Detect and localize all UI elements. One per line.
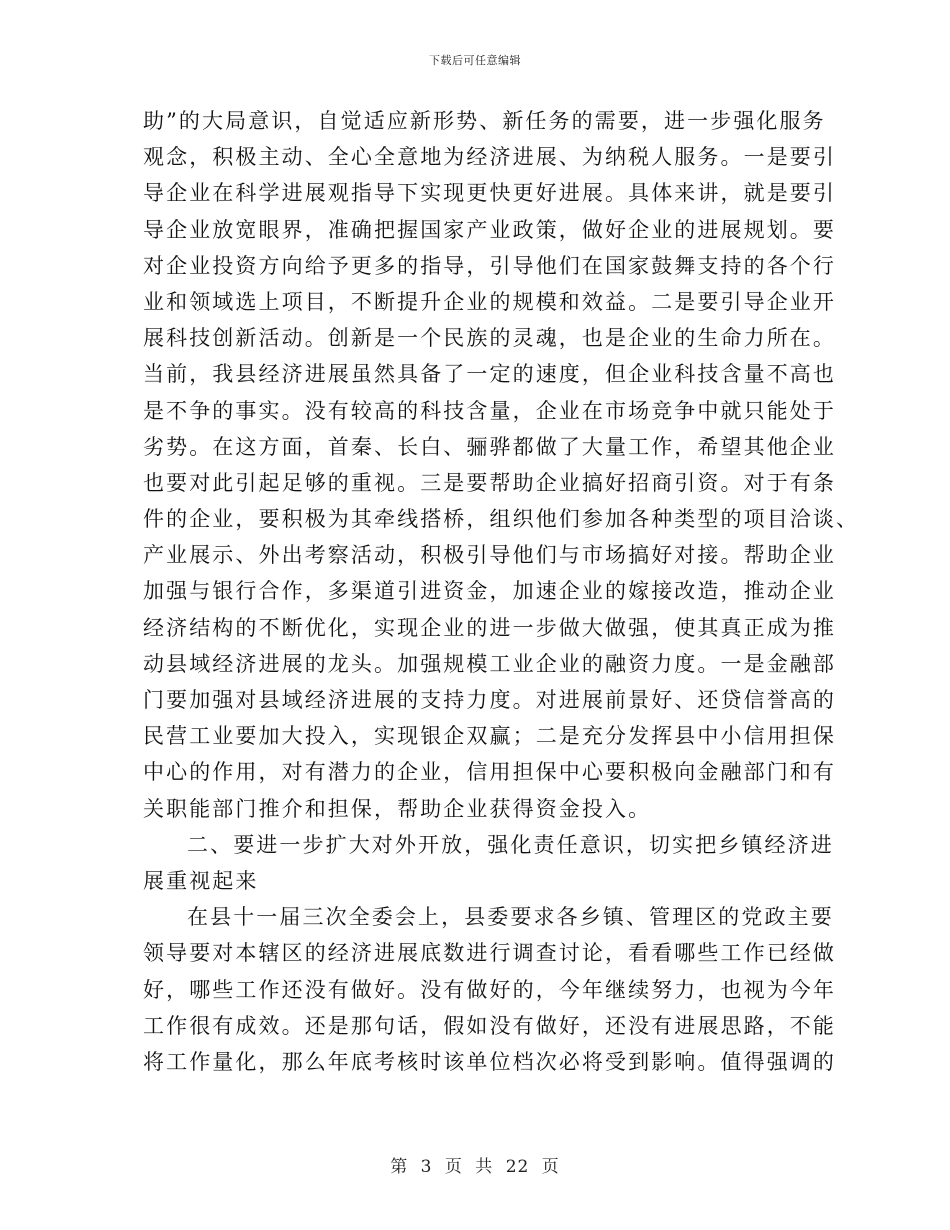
text-line: 当前，我县经济进展虽然具备了一定的速度，但企业科技含量不高也 xyxy=(143,362,836,387)
text-line: 产业展示、外出考察活动，积极引导他们与市场搞好对接。帮助企业 xyxy=(143,543,836,568)
text-line: 导企业在科学进展观指导下实现更快更好进展。具体来讲，就是要引 xyxy=(143,181,836,206)
text-line: 是不争的事实。没有较高的科技含量，企业在市场竞争中就只能处于 xyxy=(143,398,836,423)
text-line: 将工作量化，那么年底考核时该单位档次必将受到影响。值得强调的 xyxy=(143,1049,836,1074)
text-line: 展科技创新活动。创新是一个民族的灵魂，也是企业的生命力所在。 xyxy=(143,326,836,351)
text-line: 民营工业要加大投入，实现银企双赢；二是充分发挥县中小信用担保 xyxy=(143,724,836,749)
text-line: 助”的大局意识，自觉适应新形势、新任务的需要，进一步强化服务 xyxy=(143,109,826,133)
document-body xyxy=(143,103,860,1080)
text-line: 对企业投资方向给予更多的指导，引导他们在国家鼓舞支持的各个行 xyxy=(143,253,836,278)
text-line: 也要对此引起足够的重视。三是要帮助企业搞好招商引资。对于有条 xyxy=(143,470,836,495)
text-line: 观念，积极主动、全心全意地为经济进展、为纳税人服务。一是要引 xyxy=(143,145,836,170)
text-line: 加强与银行合作，多渠道引进资金，加速企业的嫁接改造，推动企业 xyxy=(143,579,836,604)
text-line: 中心的作用，对有潜力的企业，信用担保中心要积极向金融部门和有 xyxy=(143,760,836,785)
page-number-footer: 第 3 页 共 22 页 xyxy=(390,1157,560,1177)
page-header: 下载后可任意编辑 xyxy=(429,54,521,67)
text-line: 劣势。在这方面，首秦、长白、骊骅都做了大量工作，希望其他企业 xyxy=(143,434,836,459)
text-line: 经济结构的不断优化，实现企业的进一步做大做强，使其真正成为推 xyxy=(143,615,836,640)
text-line: 好，哪些工作还没有做好。没有做好的，今年继续努力，也视为今年 xyxy=(143,977,836,1002)
text-line: 件的企业，要积极为其牵线搭桥，组织他们参加各种类型的项目洽谈、 xyxy=(143,507,860,532)
text-line: 在县十一届三次全委会上，县委要求各乡镇、管理区的党政主要 xyxy=(187,905,834,930)
text-line: 关职能部门推介和担保，帮助企业获得资金投入。 xyxy=(143,796,652,821)
text-line: 工作很有成效。还是那句话，假如没有做好，还没有进展思路，不能 xyxy=(143,1013,836,1038)
text-line: 动县域经济进展的龙头。加强规模工业企业的融资力度。一是金融部 xyxy=(143,651,836,676)
text-line: 门要加强对县域经济进展的支持力度。对进展前景好、还贷信誉高的 xyxy=(143,688,836,712)
section-heading-line: 展重视起来 xyxy=(143,868,259,893)
text-line: 领导要对本辖区的经济进展底数进行调查讨论，看看哪些工作已经做 xyxy=(143,941,836,966)
text-line: 导企业放宽眼界，准确把握国家产业政策，做好企业的进展规划。要 xyxy=(143,217,836,242)
text-line: 业和领域选上项目，不断提升企业的规模和效益。二是要引导企业开 xyxy=(143,289,836,314)
section-heading-line: 二、要进一步扩大对外开放，强化责任意识，切实把乡镇经济进 xyxy=(187,832,834,857)
